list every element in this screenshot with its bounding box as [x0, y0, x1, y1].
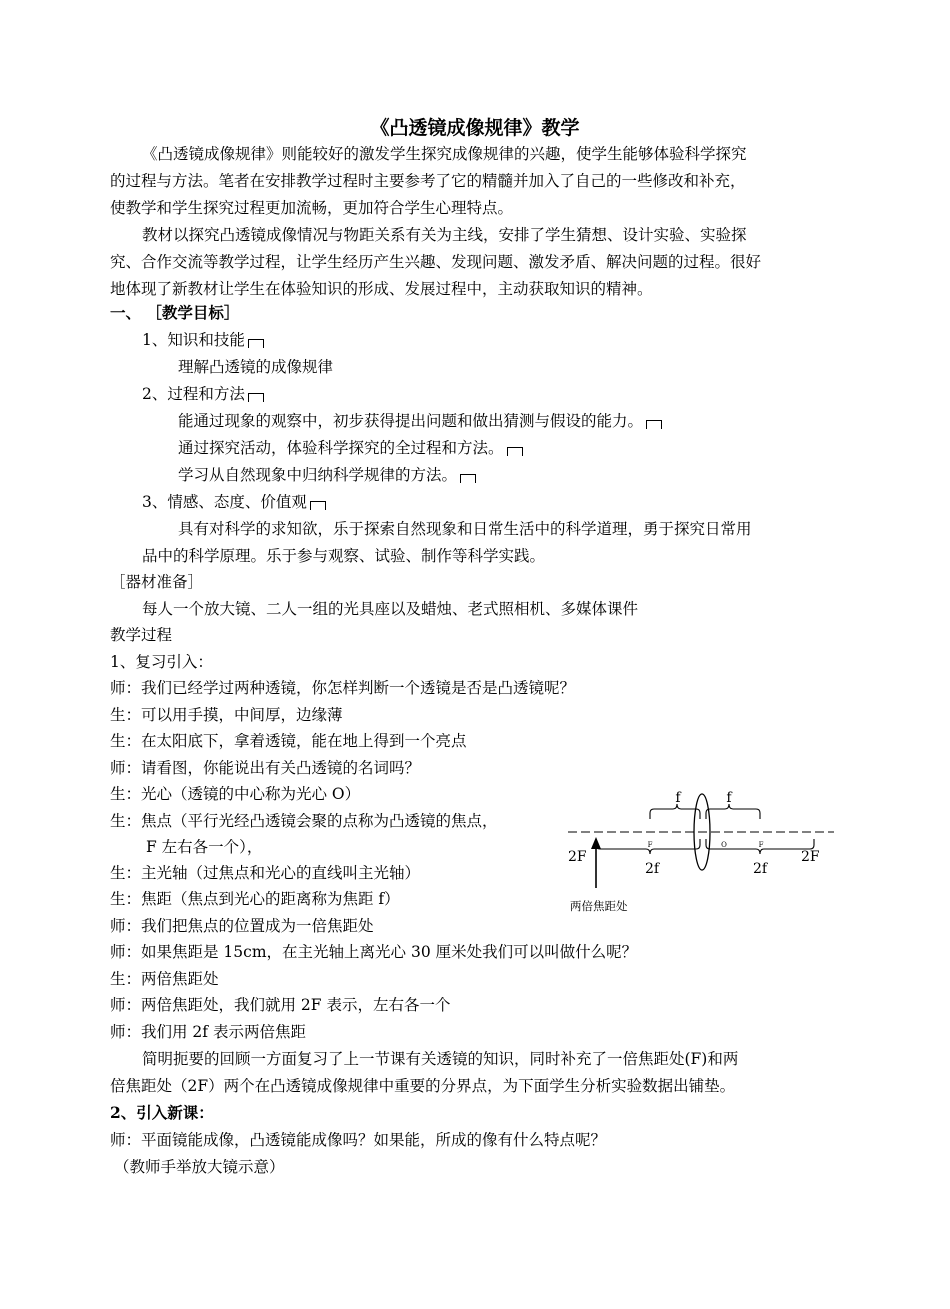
goals-heading: 一、 ［教学目标］ — [110, 303, 240, 322]
bracket-mark-icon — [507, 447, 523, 456]
teacher-note: （教师手举放大镜示意） — [114, 1158, 285, 1176]
intro-line-3: 使教学和学生探究过程更加流畅，更加符合学生心理特点。 — [110, 199, 514, 217]
dialog-line: 师：两倍焦距处，我们就用 2F 表示，左右各一个 — [110, 996, 451, 1014]
goal-emotion-text-2: 品中的科学原理。乐于参与观察、试验、制作等科学实践。 — [142, 547, 546, 565]
double-focus-label-left: 2F — [568, 849, 587, 865]
focal-brace-left — [650, 804, 700, 819]
dialog-line: 师：如果焦距是 15cm，在主光轴上离光心 30 厘米处我们可以叫做什么呢？ — [110, 943, 638, 961]
focal-brace-right — [706, 804, 760, 819]
goal-process-item-3 — [178, 464, 476, 486]
goal-emotion-title — [142, 491, 326, 513]
dialog-line: 师：我们把焦点的位置成为一倍焦距处 — [110, 917, 374, 935]
bracket-mark-icon — [248, 393, 264, 402]
goal-process-item-2 — [178, 437, 523, 459]
intro-line-1: 《凸透镜成像规律》则能较好的激发学生探究成像规律的兴趣，使学生能够体验科学探究 — [142, 145, 747, 163]
focus-label-right: F — [758, 841, 764, 849]
double-focal-length-label-right: 2f — [752, 861, 768, 877]
summary-line-2: 倍焦距处（2F）两个在凸透镜成像规律中重要的分界点，为下面学生分析实验数据出铺垫。 — [110, 1077, 736, 1095]
focal-length-label-left: f — [675, 790, 681, 806]
bracket-mark-icon — [310, 501, 326, 510]
dialog-line: 生：焦距（焦点到光心的距离称为焦距 f） — [110, 890, 400, 908]
focus-label-left: F — [647, 841, 653, 849]
bracket-mark-icon — [646, 420, 662, 429]
intro-line-6: 地体现了新教材让学生在体验知识的形成、发展过程中，主动获取知识的精神。 — [110, 280, 653, 298]
intro-line-2: 的过程与方法。笔者在安排教学过程时主要参考了它的精髓并加入了自己的一些修改和补充， — [110, 172, 746, 190]
double-focus-label-right: 2F — [801, 849, 820, 865]
intro-line-4: 教材以探究凸透镜成像情况与物距关系有关为主线，安排了学生猜想、设计实验、实验探 — [142, 226, 747, 244]
bracket-mark-icon — [248, 339, 264, 348]
object-arrow-head — [591, 837, 601, 849]
intro-line-5: 究、合作交流等教学过程，让学生经历产生兴趣、发现问题、激发矛盾、解决问题的过程。很好 — [110, 253, 762, 271]
goal-process-title — [142, 383, 264, 405]
dialog-line: 师：平面镜能成像，凸透镜能成像吗？如果能，所成的像有什么特点呢？ — [110, 1131, 607, 1149]
goal-knowledge-title — [142, 329, 264, 351]
dialog-line: 生：主光轴（过焦点和光心的直线叫主光轴） — [110, 864, 421, 882]
section-review-heading: 1、复习引入： — [110, 653, 213, 671]
document-title: 《凸透镜成像规律》教学 — [370, 117, 580, 139]
process-heading: 教学过程 — [110, 626, 173, 644]
lens-diagram — [566, 785, 836, 920]
dialog-line: F 左右各一个）， — [146, 838, 263, 856]
goal-knowledge-title-text: 1、知识和技能 — [142, 331, 245, 349]
section-new-lesson-heading: 2、引入新课： — [110, 1103, 214, 1122]
goal-process-item-1-text: 能通过现象的观察中，初步获得提出问题和做出猜测与假设的能力。 — [178, 412, 644, 430]
bracket-mark-icon — [460, 474, 476, 483]
dialog-line: 生：在太阳底下，拿着透镜，能在地上得到一个亮点 — [110, 732, 467, 750]
diagram-caption: 两倍焦距处 — [570, 899, 628, 913]
focal-length-label-right: f — [726, 790, 732, 806]
dialog-line: 师：我们用 2f 表示两倍焦距 — [110, 1023, 306, 1041]
goal-emotion-title-text: 3、情感、态度、价值观 — [142, 493, 307, 511]
materials-heading: ［器材准备］ — [110, 573, 204, 591]
dialog-line: 生：光心（透镜的中心称为光心 O） — [110, 785, 361, 803]
dialog-line: 师：请看图，你能说出有关凸透镜的名词吗？ — [110, 759, 421, 777]
dialog-line: 生：焦点（平行光经凸透镜会聚的点称为凸透镜的焦点， — [110, 812, 498, 830]
dialog-line: 生：可以用手摸，中间厚，边缘薄 — [110, 706, 343, 724]
goal-process-item-3-text: 学习从自然现象中归纳科学规律的方法。 — [178, 466, 458, 484]
dialog-line: 生：两倍焦距处 — [110, 970, 219, 988]
goal-knowledge-item: 理解凸透镜的成像规律 — [178, 358, 334, 376]
goal-process-item-1 — [178, 410, 662, 432]
summary-line-1: 简明扼要的回顾一方面复习了上一节课有关透镜的知识，同时补充了一倍焦距处(F)和两 — [142, 1050, 739, 1068]
dialog-line: 师：我们已经学过两种透镜，你怎样判断一个透镜是否是凸透镜呢？ — [110, 679, 576, 697]
goal-process-item-2-text: 通过探究活动，体验科学探究的全过程和方法。 — [178, 439, 504, 457]
materials-text: 每人一个放大镜、二人一组的光具座以及蜡烛、老式照相机、多媒体课件 — [142, 600, 639, 618]
goal-process-title-text: 2、过程和方法 — [142, 385, 245, 403]
double-focal-length-label-left: 2f — [644, 861, 660, 877]
goal-emotion-text-1: 具有对科学的求知欲，乐于探索自然现象和日常生活中的科学道理，勇于探究日常用 — [178, 520, 752, 538]
optical-center-label: O — [721, 841, 727, 849]
